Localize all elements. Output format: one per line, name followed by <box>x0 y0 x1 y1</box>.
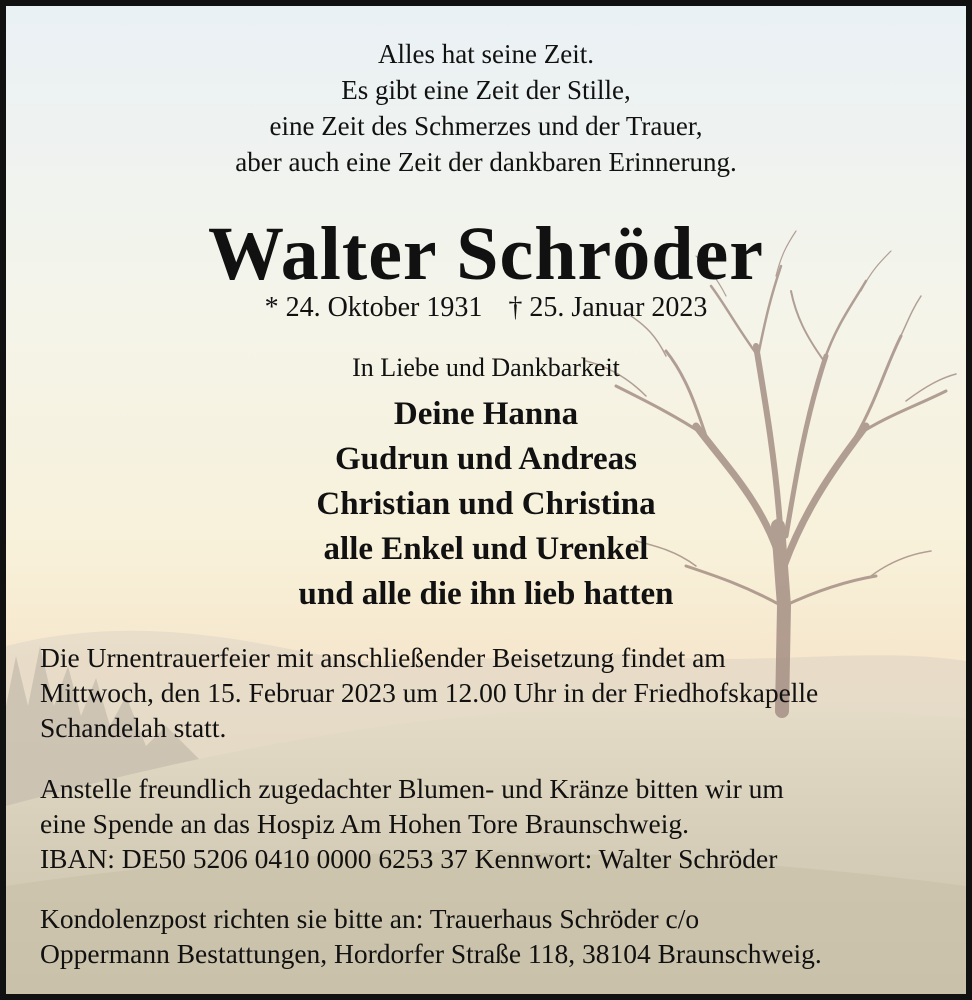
donation-line: Anstelle freundlich zugedachter Blumen- und Kränze bitten wir um <box>40 773 784 804</box>
condolence-line: Kondolenzpost richten sie bitte an: Trauerhaus Schröder c/o <box>40 903 700 934</box>
ceremony-paragraph <box>40 640 946 745</box>
condolence-line: Oppermann Bestattungen, Hordorfer Straße 118, 38104 Braunschweig. <box>40 938 822 969</box>
death-date: † 25. Januar 2023 <box>508 292 708 323</box>
verse-line: Es gibt eine Zeit der Stille, <box>341 75 631 105</box>
family-member: Christian und Christina <box>316 486 656 522</box>
ceremony-line: Schandelah statt. <box>40 712 227 743</box>
donation-line: eine Spende an das Hospiz Am Hohen Tore Braunschweig. <box>40 808 690 839</box>
family-member: Deine Hanna <box>393 396 579 432</box>
ceremony-line: Die Urnentrauerfeier mit anschließender Beisetzung findet am <box>40 642 726 673</box>
deceased-name: Walter Schröder <box>207 212 765 296</box>
verse-line: eine Zeit des Schmerzes und der Trauer, <box>269 111 703 141</box>
family-list <box>6 392 966 617</box>
family-member: und alle die ihn lieb hatten <box>298 576 674 612</box>
ceremony-line: Mittwoch, den 15. Februar 2023 um 12.00 Uhr in der Friedhofskapelle <box>40 677 819 708</box>
life-dates <box>6 290 966 326</box>
condolence-paragraph <box>40 901 946 971</box>
dedication-line: In Liebe und Dankbarkeit <box>352 353 620 382</box>
birth-date: * 24. Oktober 1931 <box>264 292 483 323</box>
iban-line: IBAN: DE50 5206 0410 0000 6253 37 Kennwort: Walter Schröder <box>40 843 778 874</box>
family-member: Gudrun und Andreas <box>334 441 638 477</box>
verse-line: Alles hat seine Zeit. <box>378 39 594 69</box>
donation-paragraph <box>40 771 946 876</box>
verse-line: aber auch eine Zeit der dankbaren Erinnerung. <box>235 147 737 177</box>
notice-content <box>6 6 966 994</box>
family-member: alle Enkel und Urenkel <box>323 531 649 567</box>
verse-block <box>6 36 966 180</box>
